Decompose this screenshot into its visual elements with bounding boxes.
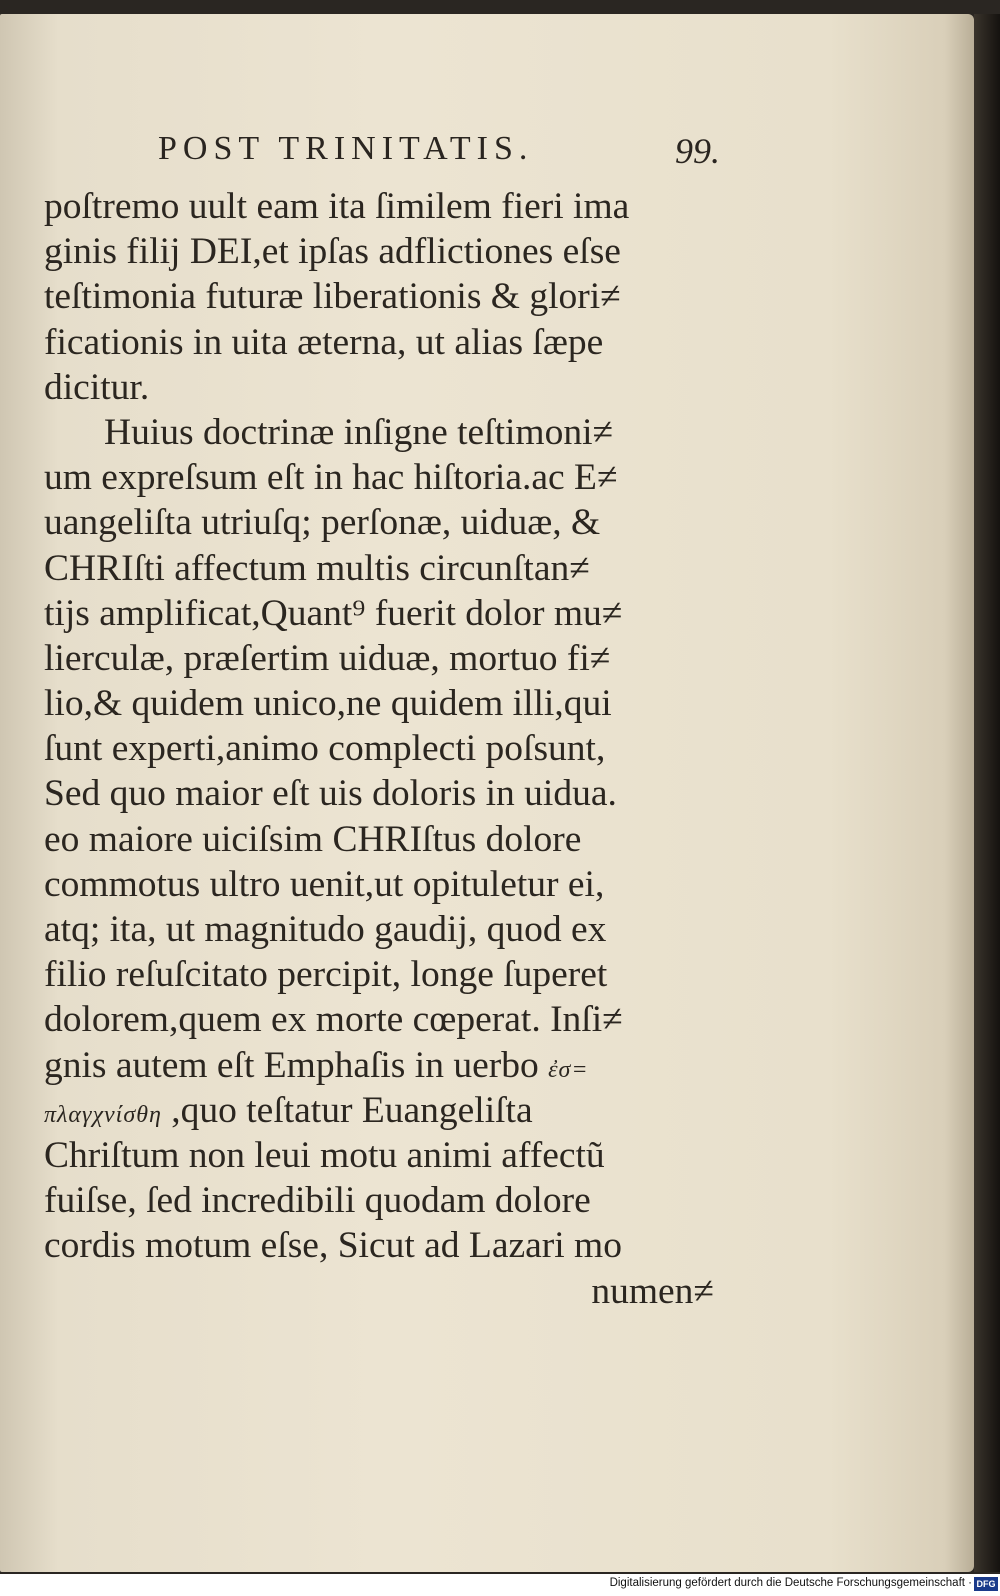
- footer-credit: Digitalisierung gefördert durch die Deutsche Forschungsgemeinschaft ·: [609, 1577, 972, 1589]
- text-line: teſtimonia futuræ liberationis & glori≠: [44, 276, 621, 318]
- text-line: Sed quo maior eſt uis doloris in uidua.: [44, 773, 617, 815]
- text-line: dolorem,quem ex morte cœperat. Inſi≠: [44, 999, 623, 1041]
- book-page: [0, 14, 974, 1572]
- greek-word: πλαγχνίσθη: [44, 1101, 162, 1128]
- text-line: fuiſse, ſed incredibili quodam dolore: [44, 1180, 591, 1222]
- text-segment: ,quo teſtatur Euangeliſta: [171, 1089, 533, 1131]
- catchword: numen≠: [591, 1270, 714, 1312]
- text-segment: gnis autem eſt Emphaſis in uerbo: [44, 1044, 539, 1086]
- text-line: dicitur.: [44, 366, 150, 408]
- book-edge: [974, 14, 1000, 1572]
- text-line: [44, 1043, 714, 1088]
- text-line: lierculæ, præſertim uiduæ, mortuo fi≠: [44, 637, 611, 679]
- greek-word-prefix: ἐσ=: [548, 1056, 589, 1083]
- text-line: eo maiore uiciſsim CHRIſtus dolore: [44, 818, 582, 860]
- text-line: ficationis in uita æterna, ut alias ſæpe: [44, 321, 604, 363]
- text-line: uangeliſta utriuſq; perſonæ, uiduæ, &: [44, 502, 601, 544]
- body-text: [44, 184, 714, 1314]
- text-line: lio,& quidem unico,ne quidem illi,qui: [44, 683, 612, 725]
- text-line: poſtremo uult eam ita ſimilem fieri ima: [44, 186, 630, 227]
- page-number: 99.: [675, 131, 720, 171]
- dfg-logo: DFG: [974, 1577, 998, 1591]
- text-line: atq; ita, ut magnitudo gaudij, quod ex: [44, 909, 607, 950]
- text-line: tijs amplificat,Quant⁹ fuerit dolor mu≠: [44, 592, 623, 634]
- text-line: commotus ultro uenit,ut opituletur ei,: [44, 863, 605, 905]
- text-line: CHRIſti affectum multis circunſtan≠: [44, 547, 590, 589]
- text-line: ginis filij DEI,et ipſas adflictiones eſse: [44, 231, 621, 273]
- text-line: um expreſsum eſt in hac hiſtoria.ac E≠: [44, 457, 618, 499]
- footer-bar: [0, 1574, 1000, 1596]
- running-title: POST TRINITATIS.: [158, 130, 534, 167]
- text-line: [44, 1088, 714, 1133]
- text-line: ſunt experti,animo complecti poſsunt,: [44, 728, 606, 770]
- text-line: Huius doctrinæ inſigne teſtimoni≠: [104, 411, 614, 453]
- text-line: cordis motum eſse, Sicut ad Lazari mo: [44, 1225, 622, 1267]
- text-line: Chriſtum non leui motu animi affectũ: [44, 1134, 605, 1176]
- text-line: filio reſuſcitato percipit, longe ſuperet: [44, 954, 608, 996]
- page-header: [150, 126, 720, 176]
